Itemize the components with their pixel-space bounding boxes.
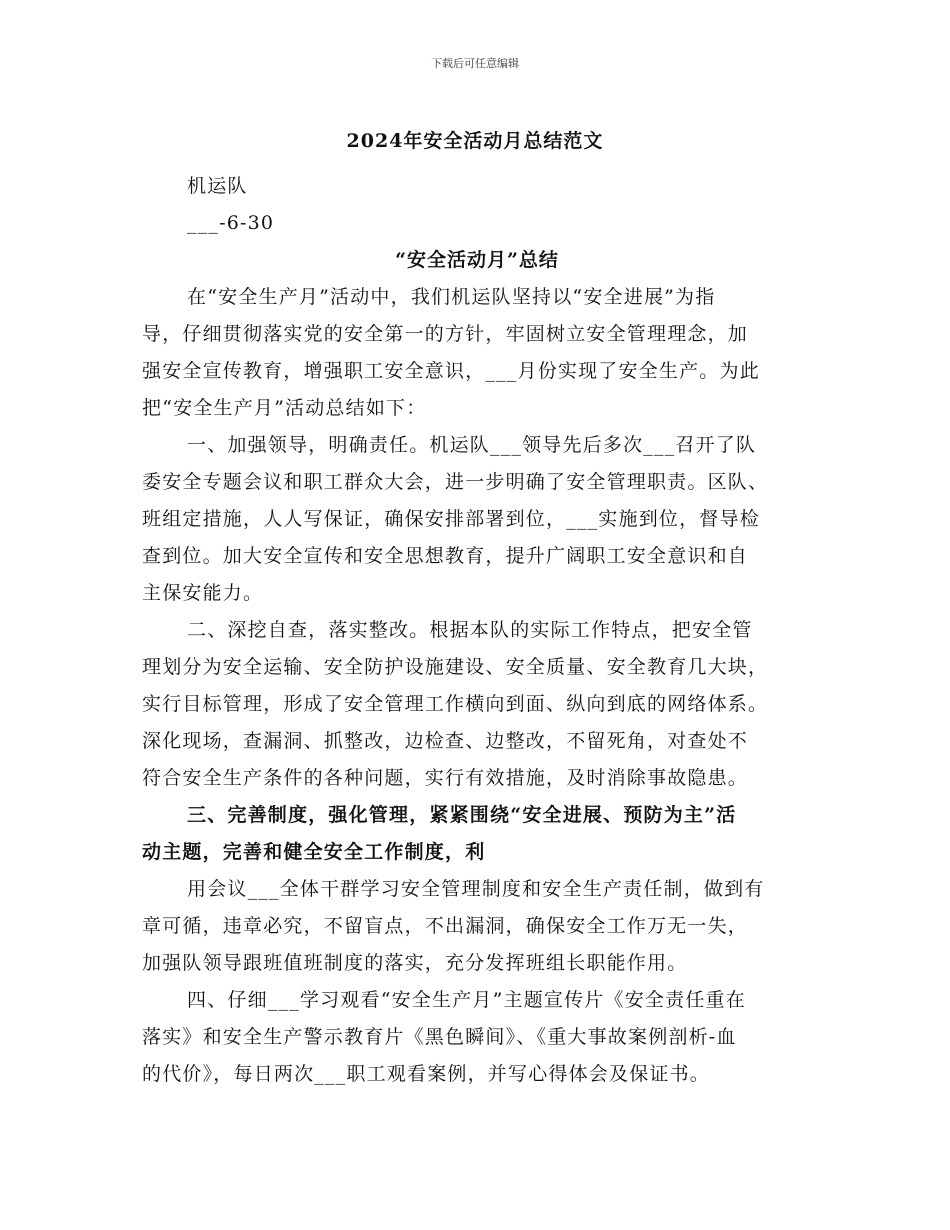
paragraph-4-bold xyxy=(142,797,812,871)
org-name: 机运队 xyxy=(187,175,248,197)
paragraph-1 xyxy=(142,279,812,427)
paragraph-3 xyxy=(142,612,812,797)
paragraph-6 xyxy=(142,982,812,1093)
paragraph-line: 二、深挖自查，落实整改。根据本队的实际工作特点，把安全管 xyxy=(187,619,753,641)
paragraph-line: 三、完善制度，强化管理，紧紧围绕“安全进展、预防为主”活 xyxy=(187,804,737,826)
section-subtitle: “安全活动月”总结 xyxy=(395,249,559,271)
paragraph-line: 四、仔细___学习观看“安全生产月”主题宣传片《安全责任重在 xyxy=(187,989,746,1011)
paragraph-line: 委安全专题会议和职工群众大会，进一步明确了安全管理职责。区队、 xyxy=(142,471,769,493)
document-body xyxy=(142,168,812,1093)
report-date: ___-6-30 xyxy=(187,212,275,234)
paragraph-line: 实行目标管理，形成了安全管理工作横向到面、纵向到底的网络体系。 xyxy=(142,693,769,715)
paragraph-5 xyxy=(142,871,812,982)
paragraph-line: 在“安全生产月”活动中，我们机运队坚持以“安全进展”为指 xyxy=(187,286,716,308)
paragraph-line: 符合安全生产条件的各种问题，实行有效措施，及时消除事故隐患。 xyxy=(142,767,749,789)
paragraph-line: 深化现场，查漏洞、抓整改，边检查、边整改，不留死角，对查处不 xyxy=(142,730,749,752)
paragraph-line: 加强队领导跟班值班制度的落实，充分发挥班组长职能作用。 xyxy=(142,952,688,974)
paragraph-line: 理划分为安全运输、安全防护设施建设、安全质量、安全教育几大块， xyxy=(142,656,769,678)
paragraph-line: 一、加强领导，明确责任。机运队___领导先后多次___召开了队 xyxy=(187,434,757,456)
paragraph-line: 落实》和安全生产警示教育片《黑色瞬间》、《重大事故案例剖析-血 xyxy=(142,1026,737,1048)
header-note: 下载后可任意编辑 xyxy=(431,57,519,70)
paragraph-line: 主保安能力。 xyxy=(142,582,264,604)
paragraph-line: 查到位。加大安全宣传和安全思想教育，提升广阔职工安全意识和自 xyxy=(142,545,749,567)
paragraph-line: 的代价》，每日两次___职工观看案例，并写心得体会及保证书。 xyxy=(142,1063,711,1085)
paragraph-line: 班组定措施，人人写保证，确保安排部署到位，___实施到位，督导检 xyxy=(142,508,760,530)
paragraph-2 xyxy=(142,427,812,612)
paragraph-line: 用会议___全体干群学习安全管理制度和安全生产责任制，做到有 xyxy=(187,878,765,900)
paragraph-line: 把“安全生产月”活动总结如下： xyxy=(142,397,427,419)
paragraph-line: 动主题，完善和健全安全工作制度，利 xyxy=(142,841,486,863)
document-title: 2024年安全活动月总结范文 xyxy=(346,130,604,152)
paragraph-line: 章可循，违章必究，不留盲点，不出漏洞，确保安全工作万无一失， xyxy=(142,915,749,937)
paragraph-line: 导，仔细贯彻落实党的安全第一的方针，牢固树立安全管理理念，加 xyxy=(142,323,749,345)
paragraph-line: 强安全宣传教育，增强职工安全意识，___月份实现了安全生产。为此 xyxy=(142,360,760,382)
